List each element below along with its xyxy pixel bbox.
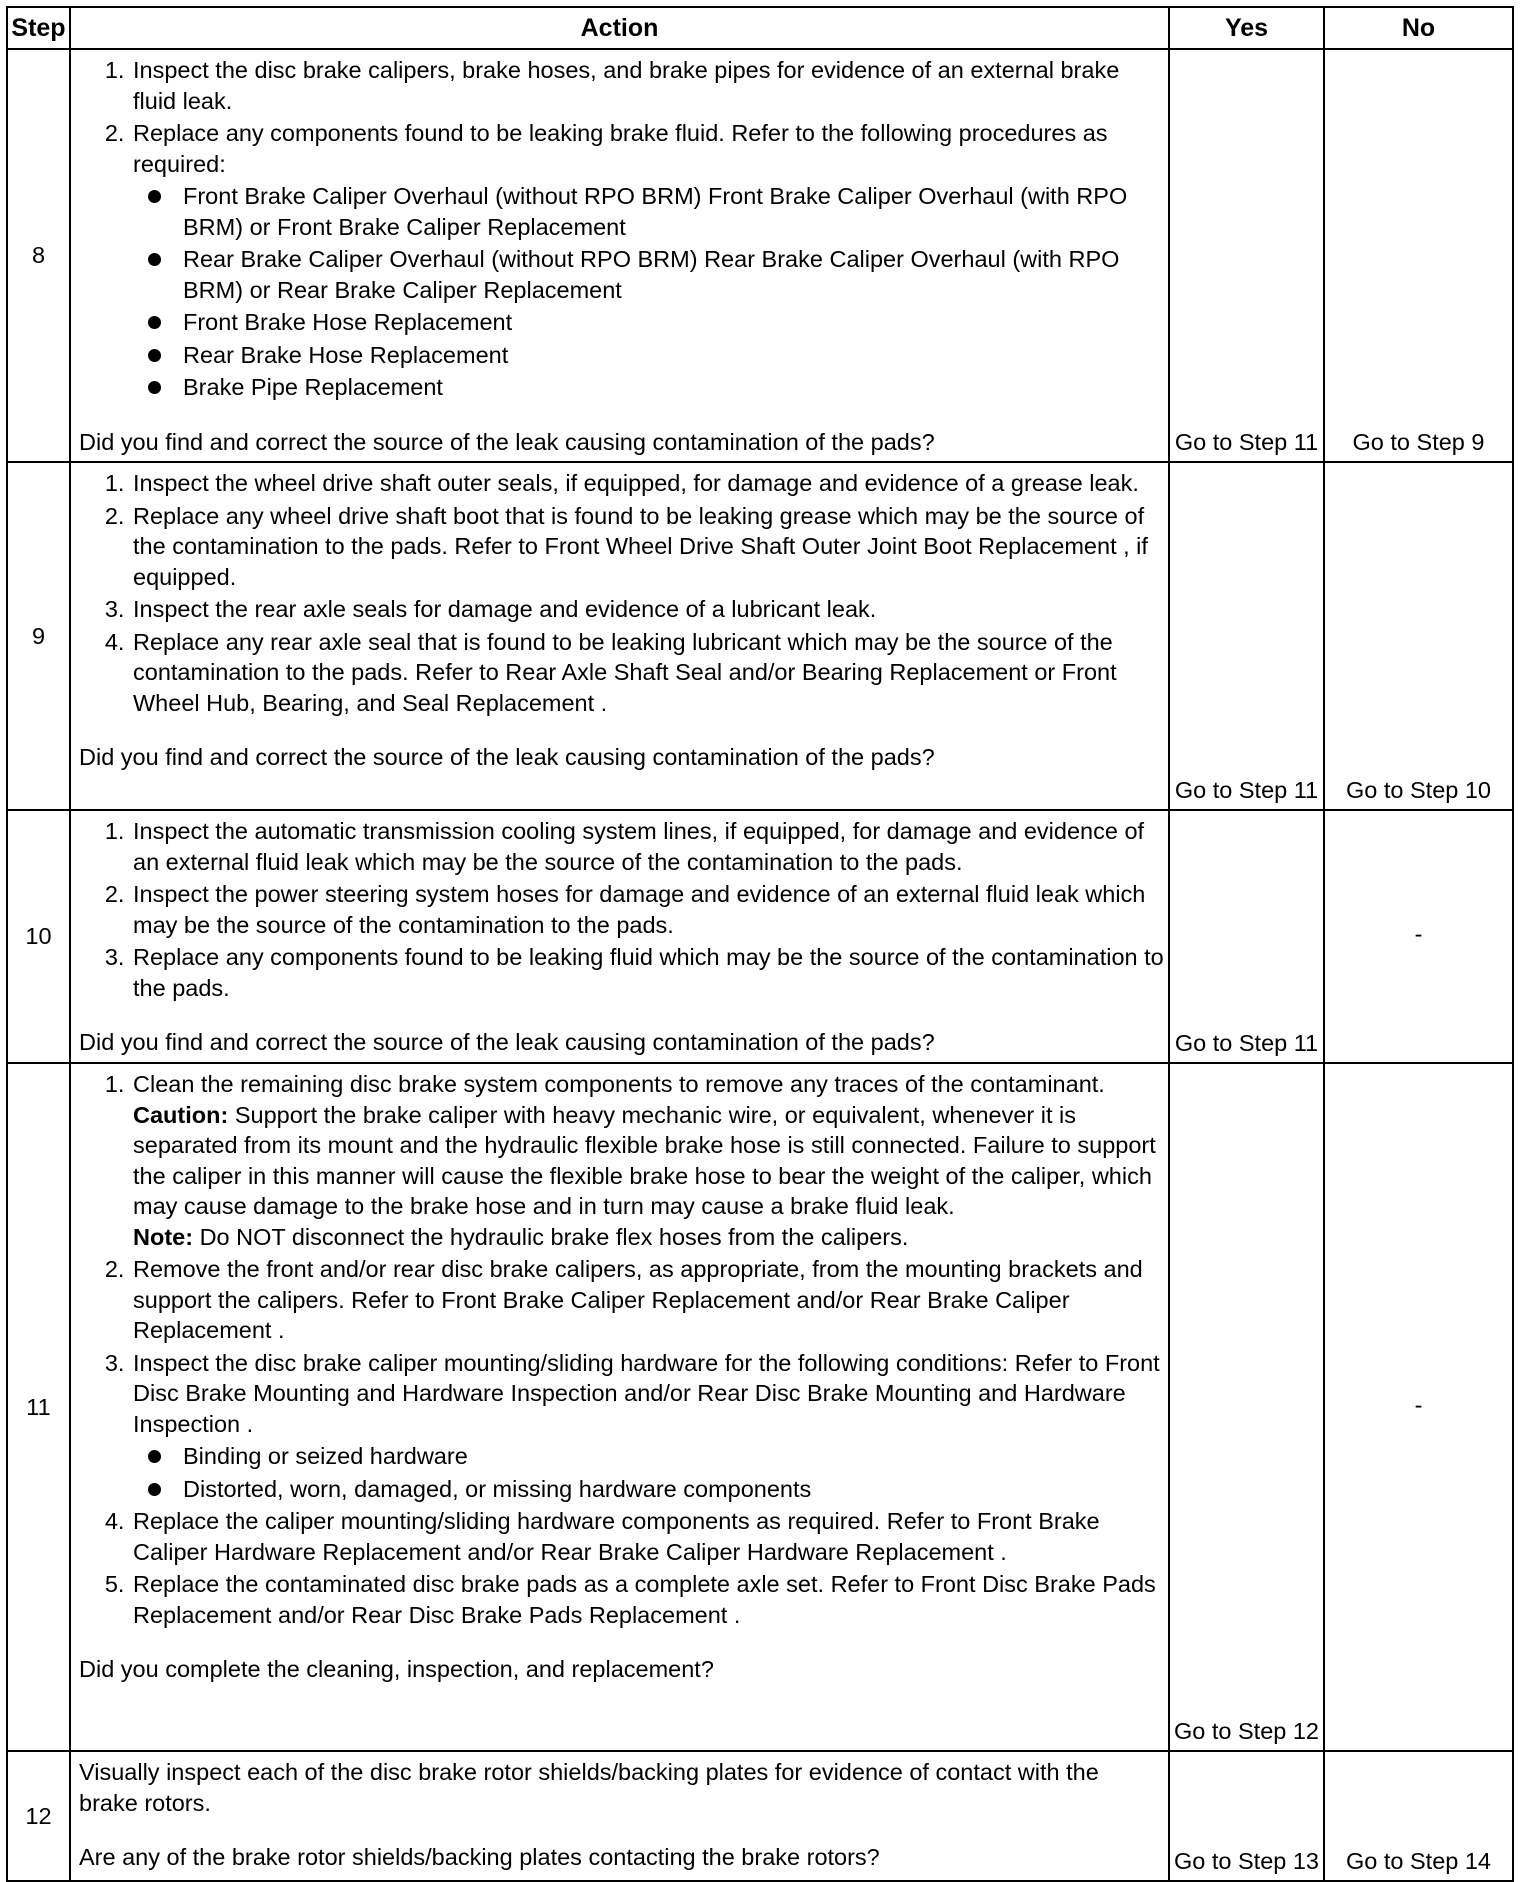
condition-bullet: Binding or seized hardware xyxy=(133,1441,1164,1472)
table-row-step-9 xyxy=(7,462,1513,810)
condition-list xyxy=(133,1441,1164,1504)
action-item xyxy=(131,1069,1164,1252)
table-row-step-10 xyxy=(7,810,1513,1063)
table-row-step-11 xyxy=(7,1063,1513,1751)
caution-label: Caution: xyxy=(133,1101,229,1128)
procedure-list xyxy=(133,181,1164,403)
caution-text: Support the brake caliper with heavy mechanic wire, or equivalent, whenever it is separated from its mount and the hydraulic flexible brake hose is still connected. Failure to support the caliper in this manner will cause the flexible brake hose to bear the weight of the caliper, which may cause damage to the brake hose and in turn may cause a brake fluid leak. xyxy=(133,1101,1156,1219)
procedure-bullet: Rear Brake Caliper Overhaul (without RPO BRM) Rear Brake Caliper Overhaul (with RPO BRM) or Rear Brake Caliper Replacement xyxy=(133,244,1164,305)
action-item: 3. Replace any components found to be leaking fluid which may be the source of the contamination to the pads. xyxy=(131,942,1164,1003)
step-number: 12 xyxy=(7,1751,70,1881)
action-item-text: Replace any components found to be leaking brake fluid. Refer to the following procedures as required: xyxy=(133,120,1108,177)
step-number: 10 xyxy=(7,810,70,1063)
note xyxy=(133,1222,1164,1253)
diagnostic-table xyxy=(6,6,1514,1882)
action-cell xyxy=(70,49,1169,462)
yes-cell: Go to Step 11 xyxy=(1169,49,1324,462)
action-text: Visually inspect each of the disc brake rotor shields/backing plates for evidence of contact with the brake rotors. xyxy=(79,1759,1099,1816)
question-text: Did you find and correct the source of the leak causing contamination of the pads? xyxy=(79,428,935,455)
no-cell: Go to Step 9 xyxy=(1324,49,1513,462)
action-list xyxy=(79,1069,1164,1630)
action-item: 1. Inspect the automatic transmission cooling system lines, if equipped, for damage and evidence of an external fluid leak which may be the source of the contamination to the pads. xyxy=(131,816,1164,877)
action-item xyxy=(131,1348,1164,1505)
procedure-bullet: Front Brake Caliper Overhaul (without RPO BRM) Front Brake Caliper Overhaul (with RPO BRM) or Front Brake Caliper Replacement xyxy=(133,181,1164,242)
action-cell xyxy=(70,810,1169,1063)
question-text: Are any of the brake rotor shields/backing plates contacting the brake rotors? xyxy=(79,1844,880,1870)
condition-bullet: Distorted, worn, damaged, or missing hardware components xyxy=(133,1474,1164,1505)
procedure-bullet: Front Brake Hose Replacement xyxy=(133,307,1164,338)
header-step: Step xyxy=(7,7,70,49)
header-row xyxy=(7,7,1513,49)
yes-cell: Go to Step 13 xyxy=(1169,1751,1324,1881)
action-item: 4. Replace the caliper mounting/sliding hardware components as required. Refer to Front Brake Caliper Hardware Replacement and/or Rear Brake Caliper Hardware Replacement . xyxy=(131,1506,1164,1567)
procedure-bullet: Brake Pipe Replacement xyxy=(133,372,1164,403)
no-cell: Go to Step 10 xyxy=(1324,462,1513,810)
action-list xyxy=(79,816,1164,1003)
header-yes: Yes xyxy=(1169,7,1324,49)
procedure-bullet: Rear Brake Hose Replacement xyxy=(133,340,1164,371)
action-item: 1. Inspect the disc brake calipers, brake hoses, and brake pipes for evidence of an external brake fluid leak. xyxy=(131,55,1164,116)
action-list xyxy=(79,55,1164,403)
action-item: 4. Replace any rear axle seal that is found to be leaking lubricant which may be the source of the contamination to the pads. Refer to Rear Axle Shaft Seal and/or Bearing Replacement or Front Wheel Hub, Bearing, and Seal Replacement . xyxy=(131,627,1164,719)
header-no: No xyxy=(1324,7,1513,49)
action-item-text: Inspect the disc brake caliper mounting/sliding hardware for the following conditions: Refer to Front Disc Brake Mounting and Hardware Inspection and/or Rear Disc Brake Mounting and Hardware Inspection . xyxy=(133,1349,1160,1437)
step-number: 8 xyxy=(7,49,70,462)
action-cell xyxy=(70,1063,1169,1751)
question-text: Did you find and correct the source of the leak causing contamination of the pads? xyxy=(79,1029,935,1055)
action-cell xyxy=(70,462,1169,810)
yes-cell: Go to Step 11 xyxy=(1169,462,1324,810)
yes-cell: Go to Step 11 xyxy=(1169,810,1324,1063)
action-item-text: 1. Clean the remaining disc brake system components to remove any traces of the contaminant. xyxy=(133,1071,1105,1097)
yes-cell: Go to Step 12 xyxy=(1169,1063,1324,1751)
no-cell: Go to Step 14 xyxy=(1324,1751,1513,1881)
action-cell xyxy=(70,1751,1169,1881)
header-action: Action xyxy=(70,7,1169,49)
action-item: 2. Replace any wheel drive shaft boot that is found to be leaking grease which may be the source of the contamination to the pads. Refer to Front Wheel Drive Shaft Outer Joint Boot Replacement , if equipped. xyxy=(131,501,1164,593)
question-text: Did you complete the cleaning, inspection, and replacement? xyxy=(79,1656,714,1682)
table-row-step-8 xyxy=(7,49,1513,462)
diagnostic-table-container xyxy=(6,6,1512,1882)
action-item: 2. Inspect the power steering system hoses for damage and evidence of an external fluid leak which may be the source of the contamination to the pads. xyxy=(131,879,1164,940)
note-text: Do NOT disconnect the hydraulic brake flex hoses from the calipers. xyxy=(193,1223,909,1250)
note-label: Note: xyxy=(133,1223,194,1250)
step-number: 11 xyxy=(7,1063,70,1751)
question-text: Did you find and correct the source of the leak causing contamination of the pads? xyxy=(79,744,935,770)
action-item: 2. Remove the front and/or rear disc brake calipers, as appropriate, from the mounting brackets and support the calipers. Refer to Front Brake Caliper Replacement and/or Rear Brake Caliper Replacement . xyxy=(131,1254,1164,1346)
action-item xyxy=(131,118,1164,403)
step-number: 9 xyxy=(7,462,70,810)
caution-note xyxy=(133,1100,1164,1222)
action-list xyxy=(79,468,1164,718)
table-row-step-12 xyxy=(7,1751,1513,1881)
action-item: 3. Inspect the rear axle seals for damage and evidence of a lubricant leak. xyxy=(131,594,1164,625)
no-cell: - xyxy=(1324,1063,1513,1751)
action-item: 1. Inspect the wheel drive shaft outer seals, if equipped, for damage and evidence of a grease leak. xyxy=(131,468,1164,499)
no-cell: - xyxy=(1324,810,1513,1063)
action-item: 5. Replace the contaminated disc brake pads as a complete axle set. Refer to Front Disc Brake Pads Replacement and/or Rear Disc Brake Pads Replacement . xyxy=(131,1569,1164,1630)
